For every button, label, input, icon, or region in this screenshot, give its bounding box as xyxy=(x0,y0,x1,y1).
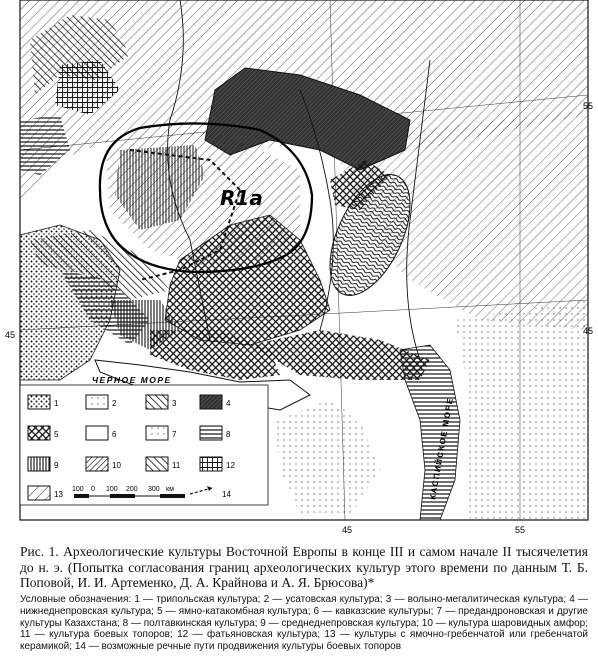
lat-label-55: 55 xyxy=(583,101,594,111)
legend-num-5: 5 xyxy=(54,430,59,439)
lon-label-55: 55 xyxy=(515,525,526,535)
legend-swatch-13 xyxy=(28,486,50,500)
legend-num-8: 8 xyxy=(226,430,231,439)
scale-tick-300: 300 xyxy=(148,486,160,493)
figure-caption: Рис. 1. Археологические культуры Восточной Европы в конце III и самом начале II тысячелетия до н. э. (Попытка согласования границ археологических культур этого времени по данным Т. Б. Поповой, И. И. Артеменко, Д. А. Крайнова и А. Я. Брюсова)* xyxy=(20,544,588,590)
lon-label-45: 45 xyxy=(342,525,353,535)
legend-num-1: 1 xyxy=(54,399,59,408)
scale-tick-100b: 100 xyxy=(106,486,118,493)
legend-num-11: 11 xyxy=(172,461,181,470)
legend-swatch-11 xyxy=(146,457,168,471)
handwritten-label: R1a xyxy=(220,186,263,210)
black-sea-label: ЧЕРНОЕ МОРЕ xyxy=(92,375,172,385)
legend-swatch-3 xyxy=(146,395,168,409)
legend-swatch-6 xyxy=(86,426,108,440)
legend-num-9: 9 xyxy=(54,461,59,470)
legend-swatch-1 xyxy=(28,395,50,409)
legend-swatch-2 xyxy=(86,395,108,409)
legend-num-7: 7 xyxy=(172,430,177,439)
legend-num-14: 14 xyxy=(222,490,231,499)
legend-num-3: 3 xyxy=(172,399,177,408)
legend-swatch-12 xyxy=(200,457,222,471)
legend-description: Условные обозначения: 1 — трипольская культура; 2 — усатовская культура; 3 — волыно-мегалитическая культура; 4 — нижнеднепровская культура; 5 — ямно-катакомбная культура; 6 — кавказские культуры; 7 — предандроновская и другие культуры Казахстана; 8 — полтавкинская культура; 9 — среднеднепровская культура; 10 — культура шаровидных амфор; 11 — культура боевых топоров; 12 — фатьяновская культура; 13 — культуры с ямочно-гребенчатой или гребенчатой керамикой; 14 — возможные речные пути продвижения культуры боевых топоров xyxy=(20,594,588,653)
legend-num-10: 10 xyxy=(112,461,121,470)
caspian-sea-label: КАСПИЙСКОЕ МОРЕ xyxy=(428,396,456,501)
legend-swatch-5 xyxy=(28,426,50,440)
scale-unit: км xyxy=(166,486,174,493)
map-legend xyxy=(20,385,268,505)
legend-swatch-4 xyxy=(200,395,222,409)
legend-num-12: 12 xyxy=(226,461,235,470)
lat-label-45-right: 45 xyxy=(583,326,594,336)
lat-label-45-left: 45 xyxy=(5,330,16,340)
legend-num-4: 4 xyxy=(226,399,231,408)
scale-tick-0: 0 xyxy=(91,486,95,493)
legend-num-13: 13 xyxy=(54,490,63,499)
legend-swatch-10 xyxy=(86,457,108,471)
legend-num-2: 2 xyxy=(112,399,117,408)
legend-num-6: 6 xyxy=(112,430,117,439)
scale-tick-100a: 100 xyxy=(72,486,84,493)
legend-swatch-8 xyxy=(200,426,222,440)
legend-swatch-9 xyxy=(28,457,50,471)
scale-tick-200: 200 xyxy=(126,486,138,493)
legend-swatch-7 xyxy=(146,426,168,440)
